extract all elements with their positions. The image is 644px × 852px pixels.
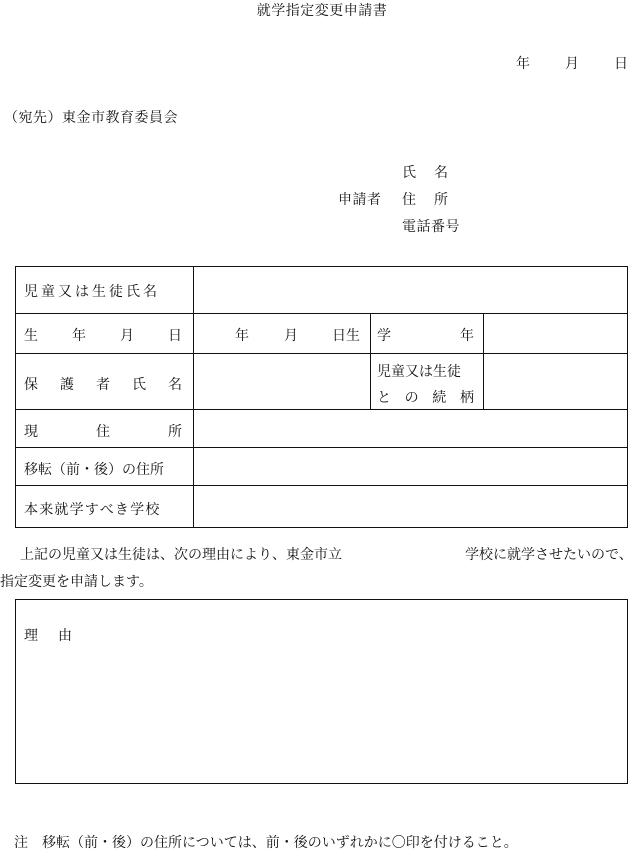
- relation-field[interactable]: [484, 354, 627, 409]
- grade-field[interactable]: [484, 314, 627, 353]
- date-day-label: 日: [614, 56, 628, 72]
- designated-school-label: 本来就学すべき学校: [24, 502, 161, 518]
- relation-label-char: 柄: [459, 390, 474, 406]
- current-address-field[interactable]: [194, 410, 627, 447]
- document-title: 就学指定変更申請書: [256, 3, 388, 19]
- birthdate-label: [24, 325, 182, 345]
- current-address-label-char: 現: [24, 424, 38, 440]
- moved-address-field[interactable]: [194, 448, 627, 485]
- birthdate-label-char: 日: [168, 328, 182, 344]
- birthdate-year-label: 年: [235, 328, 249, 344]
- birthdate-label-char: 年: [72, 328, 86, 344]
- current-address-label: [24, 421, 182, 441]
- applicant-name-label: 氏名: [402, 165, 466, 181]
- child-name-label: 児童又は生徒氏名: [24, 284, 160, 300]
- guardian-label-char: 者: [96, 377, 110, 393]
- designated-school-field[interactable]: [194, 486, 627, 527]
- relation-label-char: の: [404, 390, 419, 406]
- grade-label-char: 年: [460, 328, 474, 344]
- birthdate-label-char: 生: [24, 328, 38, 344]
- applicant-address-label: 住所: [402, 192, 466, 208]
- moved-address-label: 移転（前・後）の住所: [24, 462, 164, 478]
- grade-label: [377, 325, 474, 345]
- date-month-label: 月: [565, 56, 579, 72]
- guardian-label-char: 護: [60, 377, 74, 393]
- addressee: （宛先）東金市教育委員会: [4, 110, 178, 126]
- birthdate-label-char: 月: [120, 328, 134, 344]
- child-name-field[interactable]: [194, 268, 627, 313]
- student-info-table: [15, 266, 628, 528]
- table-column-divider: [370, 313, 371, 409]
- date-year-label: 年: [516, 56, 530, 72]
- relation-label-line1: 児童又は生徒: [377, 364, 461, 380]
- guardian-label-char: 名: [168, 377, 182, 393]
- body-text-line1-end: 学校に就学させたいので、: [465, 547, 633, 563]
- body-text-line1-start: 上記の児童又は生徒は、次の理由により、東金市立: [20, 547, 342, 563]
- grade-label-char: 学: [377, 328, 391, 344]
- current-address-label-char: 所: [168, 424, 182, 440]
- footnote: 注 移転（前・後）の住所については、前・後のいずれかに〇印を付けること。: [14, 835, 518, 851]
- guardian-name-field[interactable]: [194, 354, 370, 409]
- reason-label: 理由: [24, 628, 92, 644]
- relation-label-char: 続: [432, 390, 447, 406]
- guardian-label-char: 氏: [132, 377, 146, 393]
- guardian-name-label: [24, 374, 182, 394]
- current-address-label-char: 住: [96, 424, 110, 440]
- birthdate-born-label: 日生: [332, 328, 360, 344]
- guardian-label-char: 保: [24, 377, 38, 393]
- birthdate-month-label: 月: [284, 328, 298, 344]
- relation-label-line2: [377, 387, 474, 407]
- applicant-phone-label: 電話番号: [402, 219, 460, 235]
- reason-box[interactable]: [15, 599, 628, 784]
- body-text-line2: 指定変更を申請します。: [0, 574, 153, 590]
- relation-label-char: と: [377, 390, 391, 406]
- applicant-section-label: 申請者: [338, 192, 382, 208]
